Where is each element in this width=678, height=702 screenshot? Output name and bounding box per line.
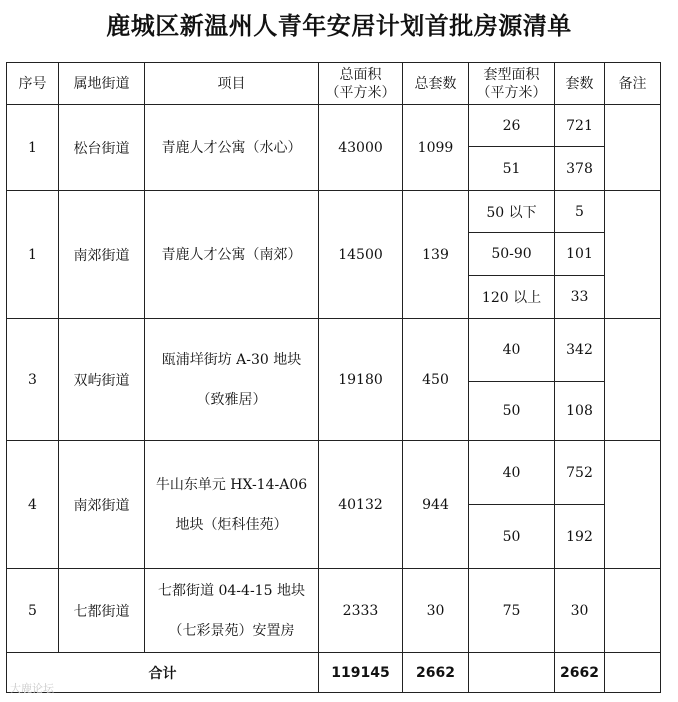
- cell-total-area: 14500: [319, 191, 403, 319]
- cell-seq: 1: [7, 191, 59, 319]
- cell-unit-area: 40: [469, 441, 555, 505]
- header-unit-area: [469, 63, 555, 105]
- header-units: 套数: [555, 63, 605, 105]
- total-units-sum: 2662: [555, 653, 605, 693]
- cell-seq: 3: [7, 319, 59, 441]
- total-unit-area: [469, 653, 555, 693]
- table-row: [7, 191, 661, 233]
- header-total-area-line1: 总面积: [339, 66, 382, 83]
- cell-total-units: 1099: [403, 105, 469, 191]
- cell-project: [145, 569, 319, 653]
- cell-project: [145, 191, 319, 319]
- watermark: 大鹿论坛: [10, 682, 54, 695]
- cell-units: 30: [555, 569, 605, 653]
- cell-total-units: 944: [403, 441, 469, 569]
- table-row: [7, 105, 661, 147]
- total-label: 合计: [7, 653, 319, 693]
- project-line2: （七彩景苑）安置房: [168, 622, 295, 639]
- cell-units: 752: [555, 441, 605, 505]
- cell-project: [145, 105, 319, 191]
- cell-unit-area: 50-90: [469, 233, 555, 276]
- header-total-area-line2: （平方米）: [325, 84, 396, 101]
- cell-street: 松台街道: [59, 105, 145, 191]
- total-remark: [605, 653, 661, 693]
- cell-remark: [605, 319, 661, 441]
- cell-units: 5: [555, 191, 605, 233]
- cell-remark: [605, 191, 661, 319]
- table-row: [7, 319, 661, 382]
- project-line1: 牛山东单元 HX-14-A06: [155, 476, 308, 493]
- cell-total-area: 40132: [319, 441, 403, 569]
- header-total-units: 总套数: [403, 63, 469, 105]
- cell-units: 378: [555, 147, 605, 191]
- cell-units: 108: [555, 382, 605, 441]
- header-project: 项目: [145, 63, 319, 105]
- cell-total-area: 19180: [319, 319, 403, 441]
- cell-total-units: 30: [403, 569, 469, 653]
- cell-units: 192: [555, 505, 605, 569]
- cell-total-area: 43000: [319, 105, 403, 191]
- cell-unit-area: 75: [469, 569, 555, 653]
- total-row: [7, 653, 661, 693]
- header-total-area: [319, 63, 403, 105]
- cell-project: [145, 319, 319, 441]
- cell-seq: 4: [7, 441, 59, 569]
- project-line1: 瓯浦垟街坊 A-30 地块: [161, 351, 302, 368]
- table-row: [7, 569, 661, 653]
- cell-units: 342: [555, 319, 605, 382]
- cell-unit-area: 26: [469, 105, 555, 147]
- cell-project: [145, 441, 319, 569]
- total-area: 119145: [319, 653, 403, 693]
- cell-street: 七都街道: [59, 569, 145, 653]
- project-line1: 青鹿人才公寓（南郊）: [161, 246, 302, 263]
- header-row: [7, 63, 661, 105]
- cell-total-units: 139: [403, 191, 469, 319]
- project-line2: （致雅居）: [196, 391, 267, 408]
- cell-remark: [605, 569, 661, 653]
- cell-total-area: 2333: [319, 569, 403, 653]
- cell-units: 101: [555, 233, 605, 276]
- cell-unit-area: 50 以下: [469, 191, 555, 233]
- cell-street: 双屿街道: [59, 319, 145, 441]
- cell-total-units: 450: [403, 319, 469, 441]
- total-units: 2662: [403, 653, 469, 693]
- cell-unit-area: 50: [469, 505, 555, 569]
- cell-street: 南郊街道: [59, 191, 145, 319]
- project-line1: 青鹿人才公寓（水心）: [161, 139, 302, 156]
- cell-remark: [605, 105, 661, 191]
- page-title: 鹿城区新温州人青年安居计划首批房源清单: [106, 12, 572, 40]
- header-unit-area-line1: 套型面积: [483, 66, 540, 83]
- cell-units: 33: [555, 276, 605, 319]
- cell-remark: [605, 441, 661, 569]
- header-seq: 序号: [7, 63, 59, 105]
- cell-seq: 1: [7, 105, 59, 191]
- header-remark: 备注: [605, 63, 661, 105]
- header-unit-area-line2: （平方米）: [476, 84, 547, 101]
- cell-units: 721: [555, 105, 605, 147]
- cell-street: 南郊街道: [59, 441, 145, 569]
- cell-unit-area: 50: [469, 382, 555, 441]
- project-line2: 地块（炬科佳苑）: [175, 516, 288, 533]
- cell-unit-area: 51: [469, 147, 555, 191]
- cell-unit-area: 120 以上: [469, 276, 555, 319]
- project-line1: 七都街道 04-4-15 地块: [158, 582, 305, 599]
- table-row: [7, 441, 661, 505]
- cell-seq: 5: [7, 569, 59, 653]
- header-street: 属地街道: [59, 63, 145, 105]
- housing-table: [6, 62, 661, 693]
- cell-unit-area: 40: [469, 319, 555, 382]
